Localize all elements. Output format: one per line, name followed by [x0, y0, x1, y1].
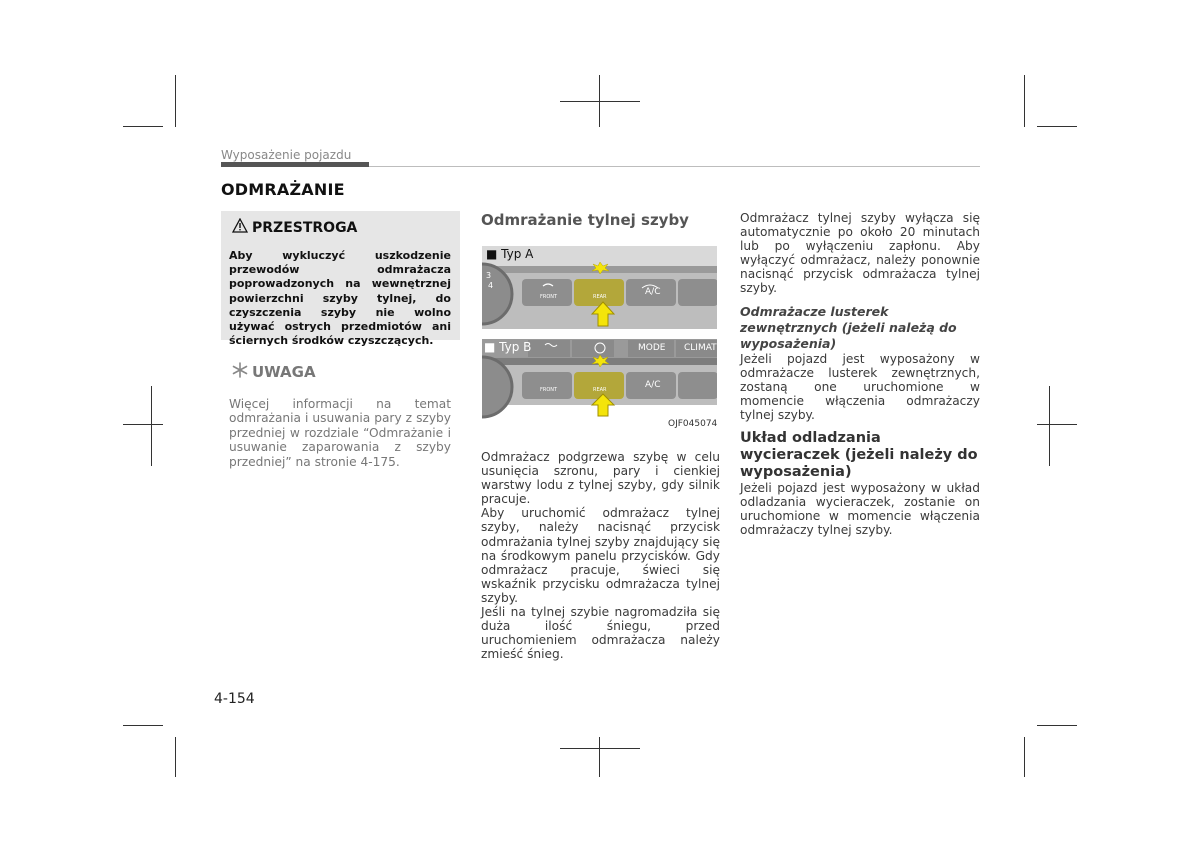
crop-mark [1049, 386, 1050, 466]
paragraph: Jeżeli pojazd jest wyposażony w układ odladzania wycieraczek, zostanie on uruchomione w momencie włączenia odmrażaczy tylnej szyby. [740, 481, 980, 538]
caution-text: Aby wykluczyć uszkodzenie przewodów odmrażacza poprowadzonych na wewnętrznej powierzchni szyby tylnej, do czyszczenia szyby nie wolno używać ostrych przedmiotów ani ściernych środków czyszczących. [229, 249, 451, 348]
paragraph: Odmrażacz tylnej szyby wyłącza się automatycznie po około 20 minutach lub po wyłączeniu zapłonu. Aby wyłączyć odmrażacz, należy ponownie nacisnąć przycisk odmrażacza tylnej szyby. [740, 211, 980, 296]
paragraph: Jeżeli pojazd jest wyposażony w odmrażacze lusterek zewnętrznych, zostaną one uruchomione w momencie włączenia odmrażaczy tylnej szyby. [740, 351, 980, 422]
crop-mark [1024, 75, 1025, 127]
warning-triangle-icon [232, 218, 248, 237]
crop-mark [123, 725, 163, 726]
crop-mark [1024, 737, 1025, 777]
note-text: Więcej informacji na temat odmrażania i usuwania pary z szyby przedniej w rozdziale “Odmrażanie i usuwanie zaparowania z szyby przedniej” na stronie 4-175. [229, 397, 451, 469]
section-title: ODMRAŻANIE [221, 180, 345, 199]
header-bar [221, 162, 369, 167]
crop-mark [1037, 126, 1077, 127]
crop-mark [560, 101, 640, 102]
wiper-deicer-title: Układ odladzania wycieraczek (jeżeli należy do wyposażenia) [740, 430, 978, 481]
crop-mark [123, 126, 163, 127]
crop-mark [1037, 725, 1077, 726]
figure-type-b [482, 339, 723, 431]
front-defrost-button: FRONT [540, 294, 558, 300]
paragraph: Odmrażacz podgrzewa szybę w celu usunięcia szronu, pary i cienkiej warstwy lodu z tylnej szyby, gdy silnik pracuje. [481, 450, 720, 507]
caution-title: PRZESTROGA [252, 219, 358, 236]
climate-button: CLIMATE [684, 343, 723, 353]
page-number: 4-154 [214, 691, 255, 707]
figure-code: OJF045074 [668, 419, 718, 429]
crop-mark [1037, 424, 1077, 425]
caution-heading [232, 218, 357, 237]
crop-mark [175, 737, 176, 777]
rear-defrost-body [481, 450, 720, 661]
dial-label: 4 [488, 281, 494, 290]
column-three [740, 211, 980, 537]
type-a-label: ■ Typ A [486, 247, 534, 261]
header-rule [369, 166, 980, 167]
rear-defrost-title: Odmrażanie tylnej szyby [481, 211, 689, 229]
note-title: UWAGA [252, 363, 316, 381]
crop-mark [175, 75, 176, 127]
snowflake-icon [232, 362, 248, 382]
type-b-label: ■ Typ B [484, 340, 532, 354]
running-header: Wyposażenie pojazdu [221, 148, 352, 162]
crop-mark [560, 748, 640, 749]
ac-button: A/C [645, 380, 661, 390]
mirror-defrost-title: Odmrażacze lusterek zewnętrznych (jeżeli należą do wyposażenia) [740, 303, 957, 351]
mode-button: MODE [638, 343, 666, 353]
front-defrost-button: FRONT [540, 387, 558, 393]
crop-mark [151, 386, 152, 466]
rear-defrost-button: REAR [593, 387, 607, 393]
figure-type-a [482, 246, 717, 329]
dial-label: 3 [486, 271, 492, 280]
ac-button: A/C [645, 287, 661, 297]
rear-defrost-button: REAR [593, 294, 607, 300]
paragraph: Aby uruchomić odmrażacz tylnej szyby, należy nacisnąć przycisk odmrażania tylnej szyby znajdujący się na środkowym panelu przycisków. Gdy odmrażacz pracuje, świeci się wskaźnik przycisku odmrażacza tylnej szyby. [481, 506, 720, 605]
crop-mark [599, 737, 600, 777]
paragraph: Jeśli na tylnej szybie nagromadziła się duża ilość śniegu, przed uruchomieniem odmrażacza należy zmieść śnieg. [481, 605, 720, 662]
crop-mark [123, 424, 163, 425]
note-heading [232, 362, 316, 382]
